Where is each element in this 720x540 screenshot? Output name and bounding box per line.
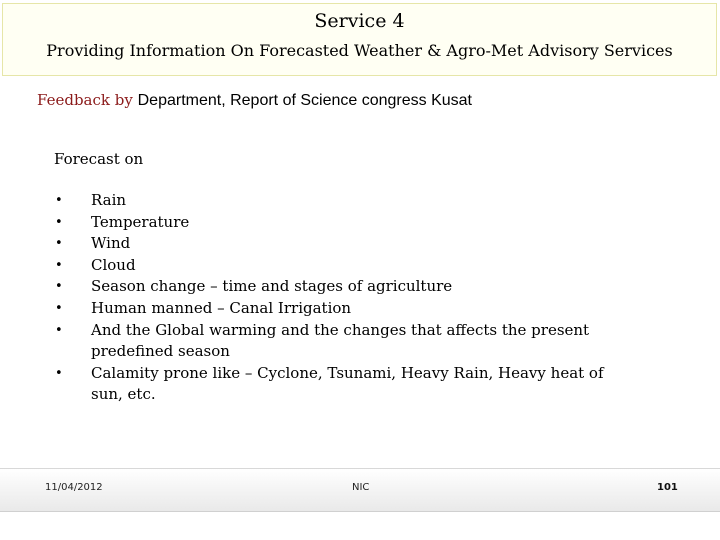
bullet-icon: • [55, 300, 63, 316]
list-item-text: Wind [91, 234, 131, 253]
page-number: 101 [657, 482, 678, 493]
list-item-text: Season change – time and stages of agriculture [91, 277, 453, 296]
list-item [54, 212, 614, 234]
feedback-text: Department, Report of Science congress Kusat [137, 92, 472, 109]
list-item-text: Rain [91, 191, 127, 209]
footer-date: 11/04/2012 [45, 482, 103, 493]
list-item [54, 233, 614, 255]
slide-title: Service 4 [314, 10, 405, 32]
footer-organization: NIC [352, 482, 370, 493]
list-item-text: Cloud [91, 255, 136, 274]
list-item [54, 190, 614, 212]
slide-subtitle: Providing Information On Forecasted Weather & Agro-Met Advisory Services [46, 41, 673, 60]
slide-footer [0, 468, 720, 512]
bullet-icon: • [55, 322, 63, 338]
list-item [54, 255, 614, 277]
forecast-list [54, 190, 614, 406]
bullet-icon: • [55, 193, 63, 208]
list-item [54, 363, 614, 406]
list-item [54, 276, 614, 298]
bullet-icon: • [55, 365, 63, 381]
bullet-icon: • [55, 257, 63, 273]
list-item-text: And the Global warming and the changes that affects the present predefined season [91, 320, 590, 361]
bullet-icon: • [55, 279, 63, 295]
list-item [54, 298, 614, 320]
list-item-text: Temperature [91, 212, 190, 231]
bullet-icon: • [55, 236, 63, 252]
list-item-text: Calamity prone like – Cyclone, Tsunami, Heavy Rain, Heavy heat of sun, etc. [91, 363, 604, 404]
feedback-line [37, 90, 472, 111]
list-item-text: Human manned – Canal Irrigation [91, 298, 352, 317]
feedback-label: Feedback by [37, 91, 133, 109]
forecast-heading: Forecast on [54, 150, 144, 168]
title-box [2, 3, 717, 76]
bullet-icon: • [55, 214, 63, 230]
list-item [54, 320, 614, 363]
